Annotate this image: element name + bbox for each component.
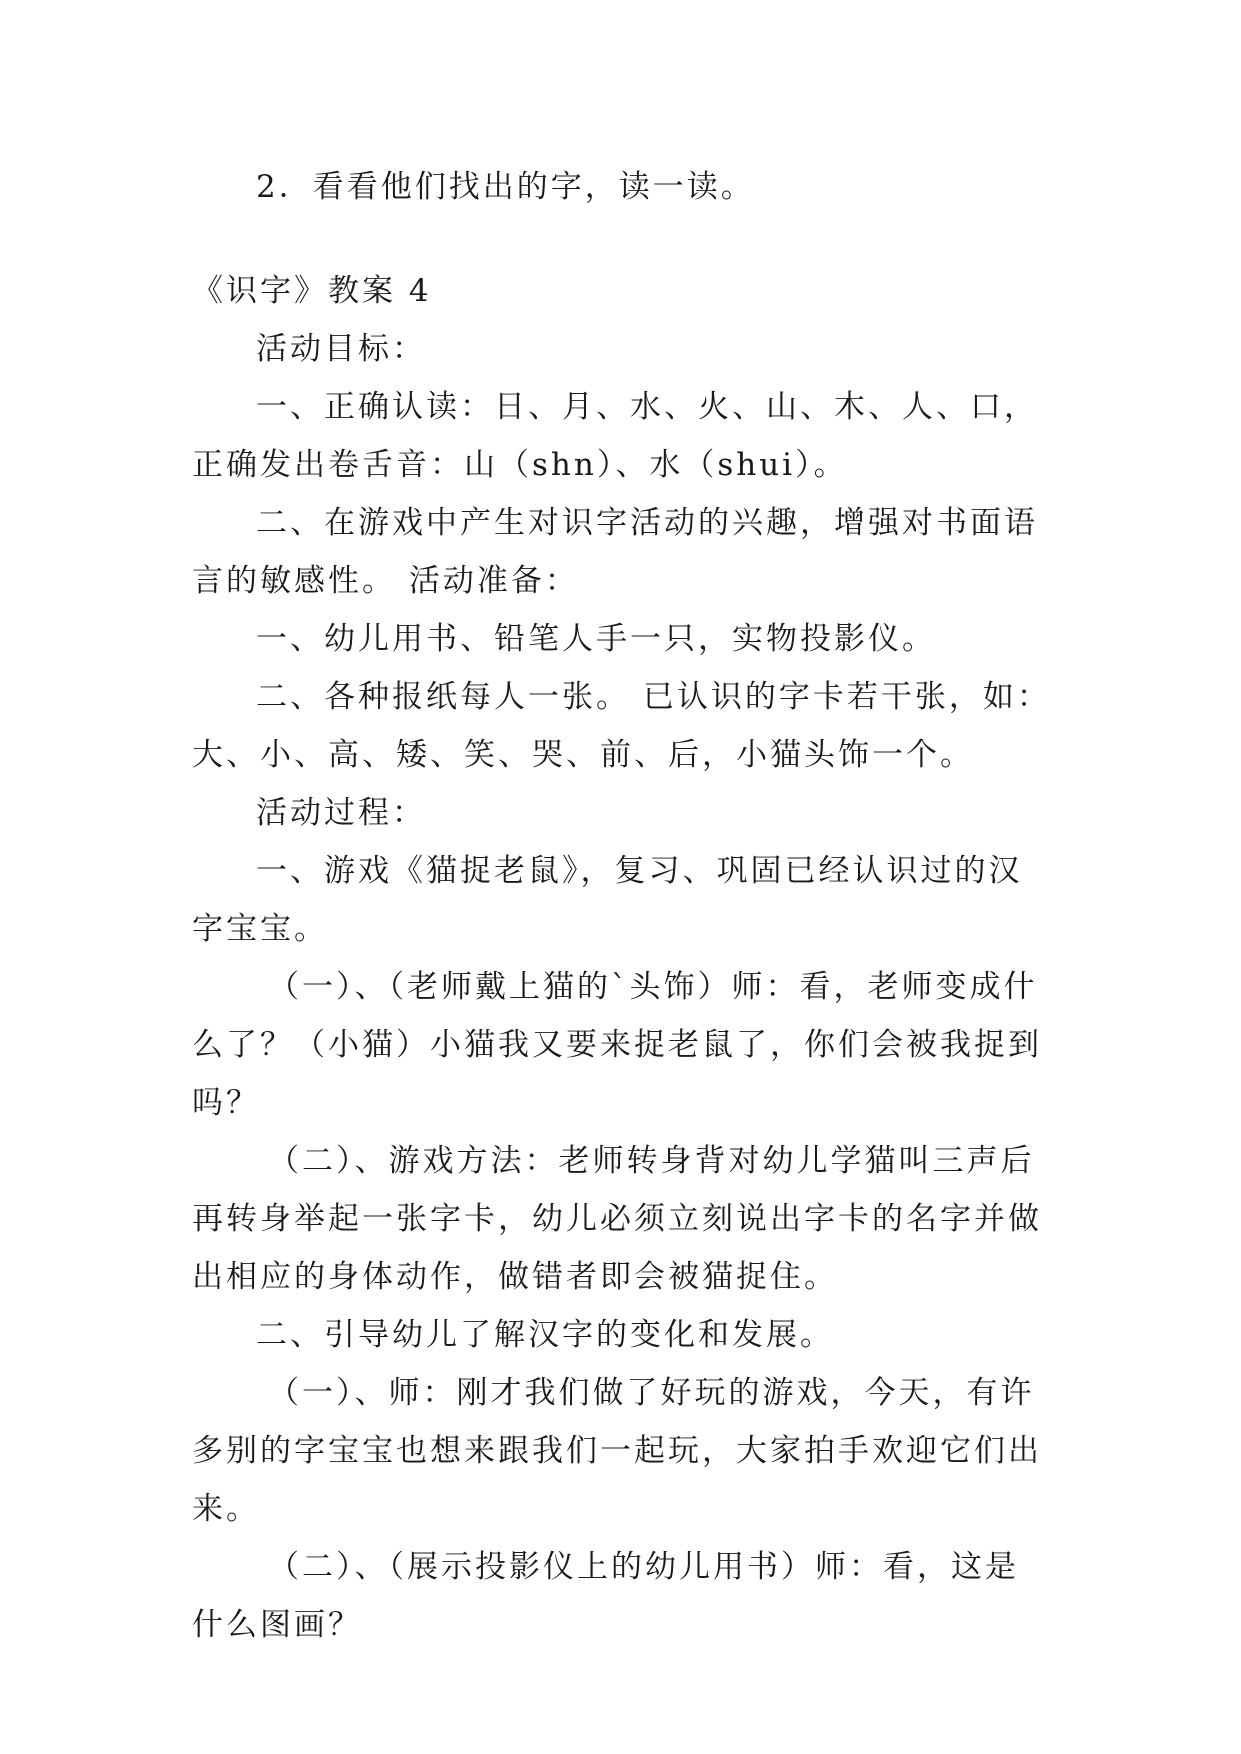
paragraph-preparation-1: 一、幼儿用书、铅笔人手一只，实物投影仪。	[256, 621, 936, 657]
paragraph-process-1-a: （一）、（老师戴上猫的`头饰）师：看，老师变成什么了？（小猫）小猫我又要来捉老鼠了，你们会被我捉到吗？	[192, 969, 1042, 1121]
paragraph-objectives-heading: 活动目标：	[256, 331, 426, 367]
intro-line: 2．看看他们找出的字，读一读。	[256, 169, 755, 205]
paragraph-process-heading: 活动过程：	[256, 795, 426, 831]
paragraph-process-1: 一、游戏《猫捉老鼠》，复习、巩固已经认识过的汉字宝宝。	[192, 853, 1023, 947]
paragraph-objective-1: 一、正确认读：日、月、水、火、山、木、人、口，正确发出卷舌音：山（shn）、水（shui）。	[192, 389, 1038, 483]
lesson-title: 《识字》教案 4	[192, 273, 432, 309]
paragraph-preparation-2: 二、各种报纸每人一张。 已认识的字卡若干张，如：大、小、高、矮、笑、哭、前、后，小猫头饰一个。	[192, 679, 1051, 773]
paragraph-process-2: 二、引导幼儿了解汉字的变化和发展。	[256, 1317, 834, 1353]
paragraph-objective-2: 二、在游戏中产生对识字活动的兴趣，增强对书面语言的敏感性。 活动准备：	[192, 505, 1038, 599]
paragraph-process-2-b: （二）、（展示投影仪上的幼儿用书）师：看，这是什么图画？	[192, 1549, 1019, 1643]
document-body	[192, 158, 1052, 1654]
paragraph-process-2-a: （一）、师：刚才我们做了好玩的游戏，今天，有许多别的字宝宝也想来跟我们一起玩，大家拍手欢迎它们出来。	[192, 1375, 1042, 1527]
paragraph-process-1-b: （二）、游戏方法：老师转身背对幼儿学猫叫三声后再转身举起一张字卡，幼儿必须立刻说出字卡的名字并做出相应的身体动作，做错者即会被猫捉住。	[192, 1143, 1042, 1295]
